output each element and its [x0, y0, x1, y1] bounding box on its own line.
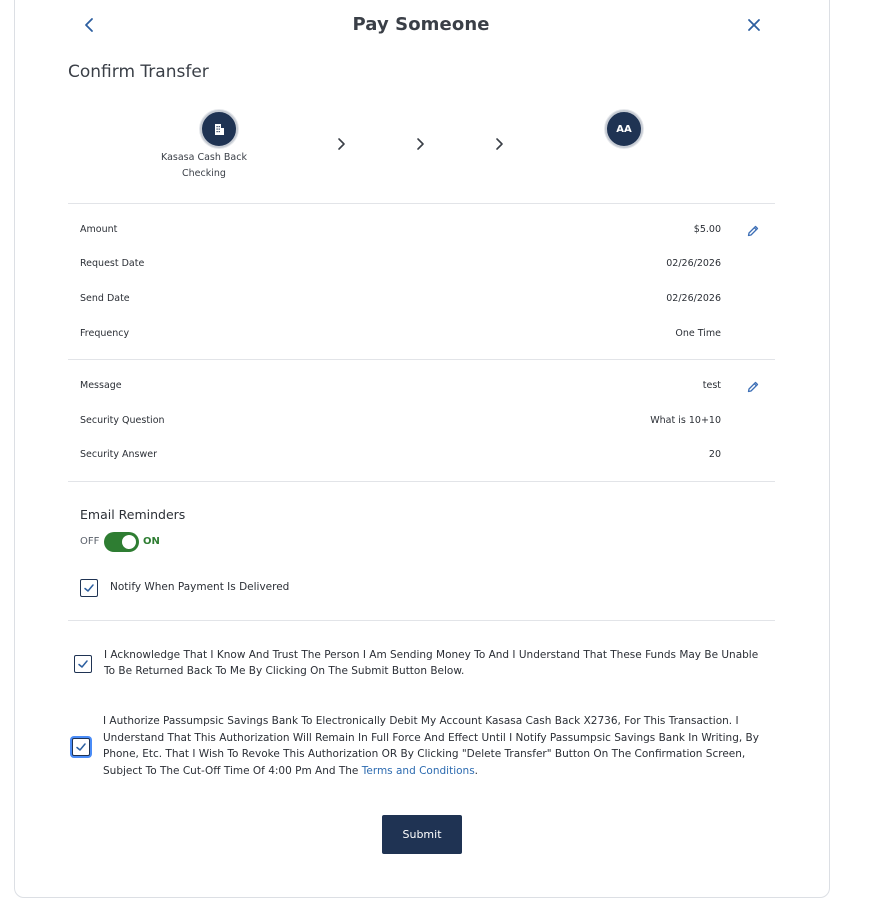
- recipient-avatar: AA: [605, 110, 643, 148]
- back-chevron-icon[interactable]: [80, 14, 100, 36]
- security-question-value: What is 10+10: [650, 415, 721, 426]
- divider: [68, 620, 775, 621]
- chevron-right-icon: [336, 136, 348, 152]
- frequency-label: Frequency: [80, 328, 130, 339]
- edit-message-pencil-icon[interactable]: [746, 380, 760, 394]
- checkmark-icon: [77, 658, 89, 670]
- authorization-trailing: .: [474, 764, 479, 777]
- checkmark-icon: [75, 741, 87, 753]
- security-answer-label: Security Answer: [80, 449, 158, 460]
- security-question-label: Security Question: [80, 415, 165, 426]
- divider: [68, 359, 775, 360]
- building-icon: [212, 122, 226, 136]
- close-icon[interactable]: [744, 15, 764, 35]
- notify-delivered-label: Notify When Payment Is Delivered: [110, 581, 290, 593]
- authorization-text: [103, 713, 763, 779]
- request-date-label: Request Date: [80, 258, 145, 269]
- chevron-right-icon: [415, 136, 427, 152]
- amount-label: Amount: [80, 224, 118, 235]
- authorize-checkbox[interactable]: [72, 738, 90, 756]
- edit-amount-pencil-icon[interactable]: [746, 224, 760, 238]
- toggle-on-label: ON: [143, 536, 160, 547]
- acknowledge-checkbox[interactable]: [74, 655, 92, 673]
- divider: [68, 203, 775, 204]
- amount-value: $5.00: [693, 224, 721, 235]
- frequency-value: One Time: [675, 328, 721, 339]
- notify-delivered-checkbox[interactable]: [80, 579, 98, 597]
- toggle-off-label: OFF: [80, 536, 100, 547]
- send-date-value: 02/26/2026: [666, 293, 721, 304]
- header-title: Pay Someone: [352, 14, 490, 35]
- email-reminders-toggle[interactable]: [104, 532, 139, 552]
- message-value: test: [702, 380, 721, 391]
- chevron-right-icon: [494, 136, 506, 152]
- acknowledgement-text: I Acknowledge That I Know And Trust The Person I Am Sending Money To And I Understand That These Funds May Be Unable To Be Returned Back To Me By Clicking On The Submit Button Below.: [104, 649, 759, 677]
- toggle-knob: [122, 535, 136, 549]
- from-account-name: Kasasa Cash Back Checking: [161, 152, 247, 179]
- security-answer-value: 20: [708, 449, 721, 460]
- send-date-label: Send Date: [80, 293, 130, 304]
- message-label: Message: [80, 380, 122, 391]
- checkmark-icon: [83, 582, 95, 594]
- divider: [68, 481, 775, 482]
- request-date-value: 02/26/2026: [666, 258, 721, 269]
- page-title: Confirm Transfer: [68, 62, 209, 82]
- email-reminders-title: Email Reminders: [80, 507, 186, 522]
- authorization-body: I Authorize Passumpsic Savings Bank To Electronically Debit My Account Kasasa Cash Back X2736, For This Transaction. I Understand That This Authorization Will Remain In Full Force And Effect Until I Notify Passumpsic Savings Bank In Writing, By Phone, Etc. That I Wish To Revoke This Authorization OR By Clicking "Delete Transfer" Button On The Confirmation Screen, Subject To The Cut-Off Time Of 4:00 Pm And The: [103, 715, 759, 777]
- terms-and-conditions-link[interactable]: Terms and Conditions: [361, 764, 475, 777]
- from-account-avatar: [200, 110, 238, 148]
- submit-button[interactable]: Submit: [382, 815, 462, 854]
